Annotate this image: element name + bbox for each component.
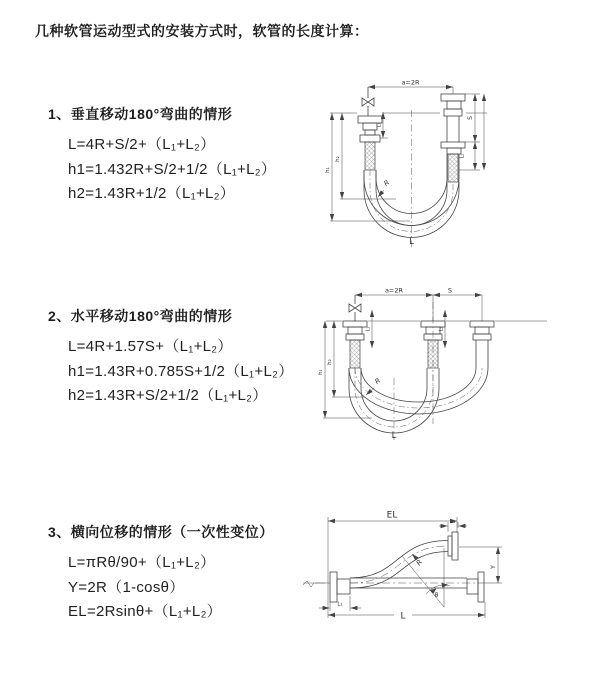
- angle-label-theta: θ: [434, 592, 439, 599]
- dim-label-a2r: a=2R: [384, 286, 404, 295]
- dim-label-h1: h₁: [325, 167, 331, 173]
- length-label: L: [400, 611, 406, 622]
- formula-L: L=4R+S/2+（L₁+L₂）: [68, 136, 216, 153]
- length-label: L: [391, 431, 397, 441]
- dim-label-a2r: a=2R: [401, 78, 420, 87]
- dim-label-l1: L₁: [337, 601, 343, 608]
- section-3: [48, 522, 274, 625]
- formula-L: L=πRθ/90+（L₁+L₂）: [68, 554, 216, 571]
- dimension-group: [323, 295, 482, 418]
- dim-label-h2: h₂: [327, 359, 333, 365]
- braid-section: [365, 142, 375, 170]
- section-3-heading: 3、横向位移的情形（一次性变位）: [48, 524, 274, 540]
- pipework-group: [330, 87, 487, 248]
- dim-label-h2: h₂: [335, 156, 341, 162]
- dim-label-s: S: [467, 116, 474, 120]
- pipework-group: [303, 532, 484, 607]
- section-1: [48, 104, 276, 207]
- dim-label-l2: L₂: [450, 519, 456, 525]
- diagram-horizontal-180-bend: [312, 282, 598, 448]
- section-1-heading: 1、垂直移动180°弯曲的情形: [48, 106, 233, 122]
- dim-label-h1: h₁: [318, 369, 324, 375]
- dim-label-el: EL: [386, 510, 398, 521]
- dim-label-l1: L₁: [365, 326, 372, 332]
- diagram-vertical-180-bend: [310, 70, 600, 260]
- radius-label: R: [382, 178, 392, 189]
- section-2-formulas: [48, 335, 294, 409]
- formula-h1: h1=1.432R+S/2+1/2（L₁+L₂）: [68, 160, 277, 178]
- section-3-formulas: [48, 551, 274, 625]
- radius-label: R: [373, 376, 383, 387]
- page-title: 几种软管运动型式的安装方式时，软管的长度计算：: [35, 23, 369, 39]
- formula-h2: h2=1.43R+1/2（L₁+L₂）: [68, 185, 236, 202]
- dim-label-l2: L₂: [459, 153, 466, 159]
- formula-EL: EL=2Rsinθ+（L₁+L₂）: [68, 603, 222, 620]
- formula-L: L=4R+1.57S+（L₁+L₂）: [68, 338, 233, 355]
- length-label: L: [409, 237, 414, 247]
- formula-h2: h2=1.43R+S/2+1/2（L₁+L₂）: [68, 387, 268, 404]
- dim-label-l2: L₂: [438, 326, 445, 332]
- dimension-group: [319, 517, 502, 618]
- radius-label: R: [414, 558, 425, 568]
- valve-icon: [349, 304, 361, 312]
- dim-label-y: Y: [489, 565, 497, 569]
- braid-section: [448, 154, 458, 182]
- diagram-lateral-displacement: [295, 495, 600, 640]
- section-2-heading: 2、水平移动180°弯曲的情形: [48, 308, 233, 324]
- centerline-break-mark: [303, 581, 314, 587]
- formula-Y: Y=2R（1-cosθ）: [68, 578, 185, 596]
- dim-label-l1: L₁: [376, 122, 383, 128]
- braid-section: [350, 340, 360, 368]
- formula-h1: h1=1.43R+0.785S+1/2（L₁+L₂）: [68, 362, 294, 380]
- valve-icon: [362, 98, 374, 106]
- section-2: [48, 306, 294, 409]
- dim-label-s: S: [447, 286, 453, 295]
- section-1-formulas: [48, 133, 276, 207]
